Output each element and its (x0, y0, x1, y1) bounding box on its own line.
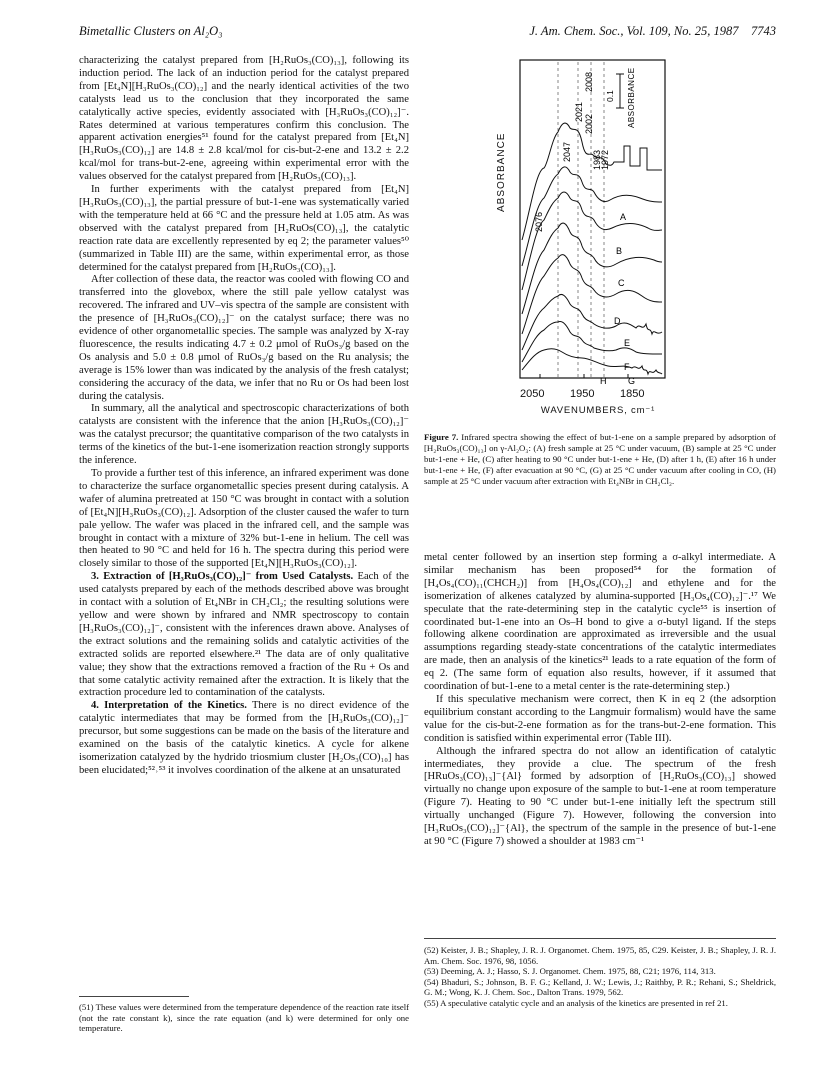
paragraph: Although the infrared spectra do not allow an identification of catalytic intermediates, they provide a clue. The spectrum of the fresh [HRuOs₃(CO)₁₃]⁻{Al} formed by adsorption of [H₂RuOs₃(CO)₁₃] showed virtually no change upon exposure of the sample to but-1-ene at room temperature (Figure 7). Heating to 90 °C under but-1-ene initially left the spectrum still virtually unchanged (Figure 7). However, following the conversion into [H₃RuOs₃(CO)₁₂]⁻{Al}, the spectrum of the sample in the presence of but-1-ene at 90 °C (Figure 7) showed a shoulder at 1983 cm⁻¹ (424, 745, 776, 847)
x-axis-label: WAVENUMBERS, cm⁻¹ (540, 405, 656, 416)
paragraph: In summary, all the analytical and spectroscopic characterizations of both catalysts are consistent with the inference that the anion [H₃RuOs₃(CO)₁₂]⁻ was the catalyst precursor; the quantitative comparison of the two catalysts in terms of the kinetics of the but-1-ene isomerization reaction strongly supports the inference. (79, 403, 409, 467)
spectrum-f (522, 294, 662, 350)
absorbance-scale-label: ABSORBANCE (627, 67, 636, 128)
footnote: (52) Keister, J. B.; Shapley, J. R. J. Organomet. Chem. 1975, 85, C29. Keister, J. B.; Shapley, J. R. J. Am. Chem. Soc. 1976, 98, 1056. (424, 945, 776, 966)
caption-label: Figure 7. (424, 432, 459, 442)
caption-text: Infrared spectra showing the effect of but-1-ene on a sample prepared by adsorption of [H₂RuOs₃(CO)₁₃] on γ-Al₂O₃: (A) fresh sample at 25 °C under vacuum, (B) sample at 25 °C under but-1-ene + He, (C) after heating to 90 °C under but-1-ene + He, (D) after 1 h, (E) after 16 h under but-1-ene + He, (F) after evacuation at 90 °C, (G) at 25 °C under vacuum after cooling in CO, (H) sample at 25 °C under vacuum after extraction with Et₄NBr in CH₂Cl₂. (424, 432, 776, 486)
paragraph: To provide a further test of this inference, an infrared experiment was done to characterize the surface organometallic species present during catalysis. A wafer of alumina pretreated at 150 °C was brought in contact with a solution of [Et₄N][H₃RuOs₃(CO)₁₂]. Adsorption of the cluster caused the wafer to turn pale yellow. The wafer was placed in the infrared cell, and the sample was brought in contact with a mixture of 32% but-1-ene in helium. The cell was then heated to 90 °C and held for 16 h. The spectra during this period were closely similar to those of the supported [Et₄N][H₃RuOs₃(CO)₁₂]. (79, 468, 409, 570)
footnotes-right (424, 945, 776, 1009)
footnote-divider (79, 996, 189, 997)
ir-spectra-svg (500, 52, 670, 387)
peak-label: 1983 (592, 149, 602, 170)
paragraph: In further experiments with the catalyst prepared from [Et₄N][H₃RuOs₃(CO)₁₃], the partial pressure of but-1-ene was systematically varied with the temperature held at 66 °C and the pressure held at 1.05 atm. As was observed with the catalyst prepared from [H₂RuOs(CO)₁₃], the catalytic reaction rate data are excellently represented by eq 2; the parameter values⁵⁰ (summarized in Table III) are the same, within experimental error, as those determined for the catalyst prepared from [H₂RuOs₃(CO)₁₃]. (79, 184, 409, 273)
section-heading: 4. Interpretation of the Kinetics. (91, 700, 247, 712)
running-title: Bimetallic Clusters on Al₂O₃ (79, 24, 223, 38)
spectrum-label-g: G (628, 376, 636, 386)
paragraph: characterizing the catalyst prepared from [H₂RuOs₃(CO)₁₃], following its induction period. The lack of an induction period for the catalyst prepared from [Et₄N][H₃RuOs₃(CO)₁₂] and the nearly identical activities of the two catalysts lead us to the conclusion that they incorporated the same catalytically active species, evidently associated with [H₃RuOs₃(CO)₁₂]⁻. Rates determined at various temperatures confirm this conclusion. The apparent activation energies⁵¹ found for the catalyst prepared from [Et₄N][H₃RuOs₃(CO)₁₂] are 14.8 ± 2.8 kcal/mol for cis-but-2-ene and 13.2 ± 2.2 kcal/mol for trans-but-2-ene, agreeing within experimental error with the values observed for the catalyst prepared from [H₂RuOs₃(CO)₁₃]. (79, 55, 409, 183)
section-text: There is no direct evidence of the catalytic intermediates that may be formed from the [H₃RuOs₃(CO)₁₂]⁻ precursor, but some suggestions can be made on the basis of the literature and examined on the basis of the catalytic kinetics. A cycle for alkene isomerization catalyzed by the hydrido triosmium cluster [H₂Os₃(CO)₁₀] has been elucidated;⁵²˒⁵³ it involves coordination of the alkene at an unsaturated (79, 700, 410, 776)
figure-caption (424, 432, 776, 487)
peak-label: 2076 (534, 211, 544, 232)
section-heading: 3. Extraction of [H₃RuOs₃(CO)₁₂]⁻ from Used Catalysts. (91, 571, 354, 583)
peak-label: 2021 (574, 101, 584, 122)
x-tick-label: 1850 (620, 388, 645, 400)
spectrum-label-b: B (616, 246, 623, 256)
footnote-divider (424, 938, 776, 939)
spectrum-g (522, 321, 662, 362)
spectrum-label-e: E (624, 338, 631, 348)
peak-label: 2002 (584, 113, 594, 134)
journal-name: J. Am. Chem. Soc., Vol. 109, No. 25, 1987 (529, 24, 739, 38)
spectrum-label-d: D (614, 316, 621, 326)
scale-bar-label: 0.1 (605, 90, 615, 102)
figure-7-plot (500, 52, 670, 387)
spectrum-c (522, 192, 662, 290)
spectrum-h (522, 349, 662, 374)
running-header (79, 24, 776, 42)
spectrum-label-c: C (618, 278, 625, 288)
x-tick-label: 2050 (520, 388, 545, 400)
journal-citation (529, 24, 776, 39)
spectrum-label-h: H (600, 376, 607, 386)
left-column (79, 55, 409, 778)
x-tick-label: 1950 (570, 388, 595, 400)
paragraph: After collection of these data, the reactor was cooled with flowing CO and transferred into the glovebox, where the still pale yellow catalyst was recovered. The infrared and UV–vis spectra of the sample are consistent with the presence of [H₃RuOs₃(CO)₁₂]⁻ on the catalyst surface; there was no evidence of other organometallic species. The sample was analyzed by X-ray fluorescence, the results indicating 4.7 ± 0.2 μmol of RuOs₃/g based on the Os analysis and 5.0 ± 0.8 μmol of RuOs₃/g based on the Ru analysis; the average is 15% lower than was indicated by the analysis of the fresh catalyst; considering the accuracy of the data, we infer that no Ru or Os had been lost during the catalysis. (79, 274, 409, 402)
spectrum-d (522, 223, 662, 314)
peak-label: 1972 (600, 149, 610, 170)
spectrum-label-f: F (624, 362, 630, 372)
paragraph: metal center followed by an insertion step forming a σ-alkyl intermediate. A similar mechanism has been proposed⁵⁴ for the formation of [H₄Os₄(CO)₁₁(CHCH₂)] from [H₄Os₄(CO)₁₂] and ethylene and for the isomerization of alkenes catalyzed by alumina-supported [H₃Os₄(CO)₁₂]⁻.¹⁷ We speculate that the rate-determining step in the catalytic cycle⁵⁵ is insertion of coordinated but-1-ene into an Os–H bond to give a σ-butyl ligand. If the steps following alkene coordination are approximated as irreversible and the usual assumptions regarding steady-state concentrations of the catalytic intermediates are made, then an analysis of the kinetics²¹ leads to a rate equation of the form of eq 2. (The same form of equation also results, however, if it assumed that coordination of but-1-ene to a metal center is the rate-determining step.) (424, 552, 776, 693)
section-3 (79, 571, 409, 700)
section-4 (79, 700, 409, 777)
peak-label: 2047 (562, 141, 572, 162)
footnote: (55) A speculative catalytic cycle and an analysis of the kinetics are presented in ref 21. (424, 997, 728, 1008)
right-column (424, 552, 776, 849)
footnote: (51) These values were determined from the temperature dependence of the reaction rate itself (not the rate constant k), since the rate equation (and k) were determined for only one temperature. (79, 1002, 409, 1034)
spectrum-label-a: A (620, 212, 627, 222)
footnote: (54) Bhaduri, S.; Johnson, B. F. G.; Kelland, J. W.; Lewis, J.; Raithby, P. R.; Rehani, S.; Sheldrick, G. M.; Wong, K. J. Chem. Soc., Dalton Trans. 1979, 562. (424, 976, 776, 998)
peak-label: 2008 (584, 71, 594, 92)
y-axis-label: ABSORBANCE (496, 132, 507, 212)
page-number: 7743 (751, 24, 776, 38)
paragraph: If this speculative mechanism were correct, then K in eq 2 (the adsorption equilibrium constant according to the Langmuir formalism) would have the same value for the cis-but-2-ene formation as for the trans-but-2-ene formation. This condition is satisfied within experimental error (Table III). (424, 693, 776, 744)
footnotes-left (79, 1002, 409, 1034)
section-text: Each of the used catalysts prepared by each of the methods described above was brought in contact with a solution of Et₄NBr in CH₂Cl₂; the resulting solutions were yellow and were shown by infrared and NMR spectroscopy to contain [H₃RuOs₃(CO)₁₂]⁻, consistent with the inferences drawn above. Analyses of the extract solutions and the remaining solids and catalytic activities of the extracted solids are reported elsewhere.²¹ The data are of only qualitative value; they show that the extractions removed a fraction of the Ru + Os and that some catalytic activity remained after the extraction. It is likely that the extraction procedure led to contamination of the catalysts. (79, 571, 409, 699)
footnote: (53) Deeming, A. J.; Hasso, S. J. Organomet. Chem. 1975, 88, C21; 1976, 114, 313. (424, 966, 716, 977)
